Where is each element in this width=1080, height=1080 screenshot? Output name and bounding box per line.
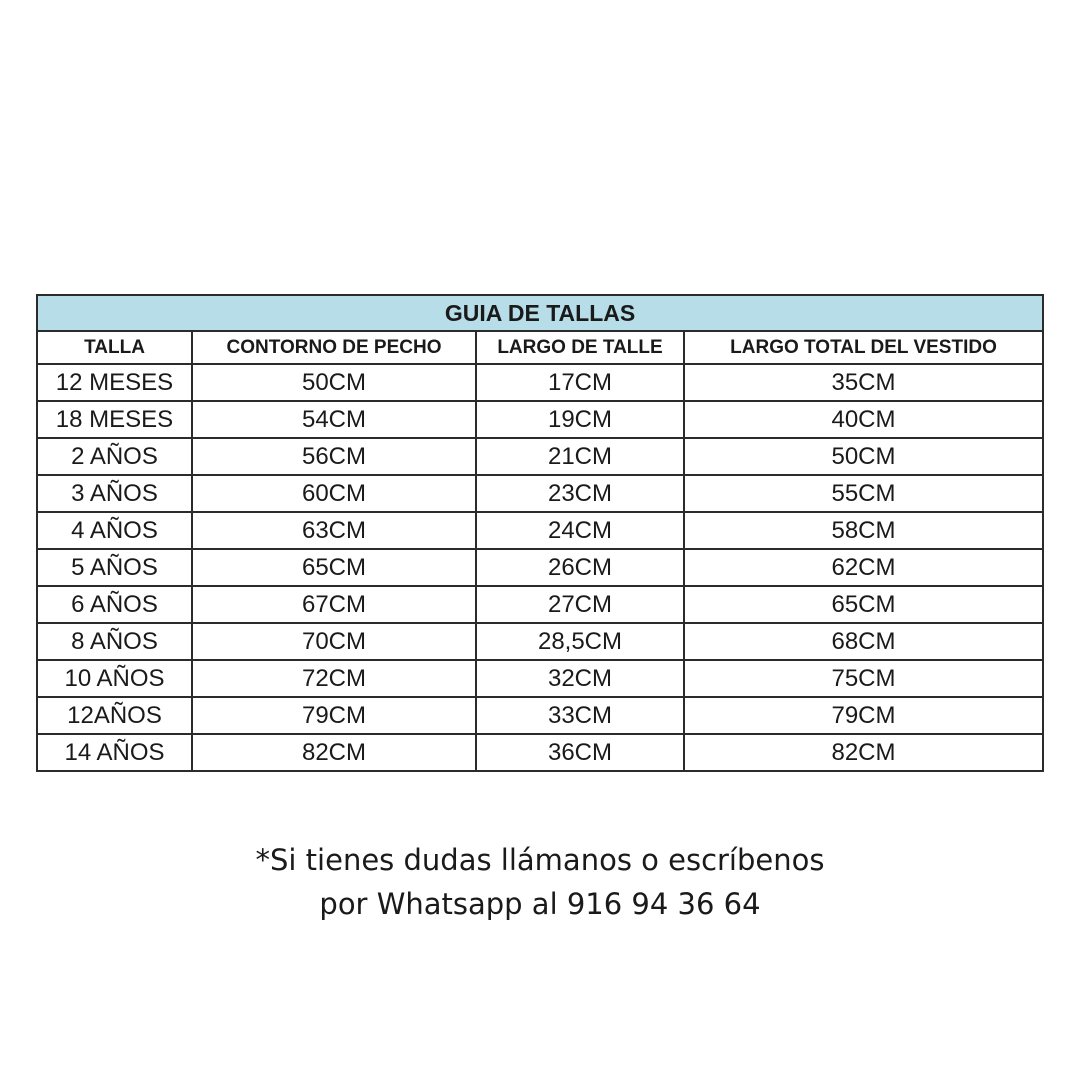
cell-contorno-de-pecho: 70CM xyxy=(192,623,476,660)
header-contorno-de-pecho: CONTORNO DE PECHO xyxy=(192,331,476,364)
cell-largo-total-del-vestido: 40CM xyxy=(684,401,1043,438)
cell-contorno-de-pecho: 82CM xyxy=(192,734,476,771)
cell-talla: 2 AÑOS xyxy=(37,438,192,475)
header-largo-total-del-vestido: LARGO TOTAL DEL VESTIDO xyxy=(684,331,1043,364)
cell-talla: 12AÑOS xyxy=(37,697,192,734)
cell-contorno-de-pecho: 63CM xyxy=(192,512,476,549)
size-guide-table xyxy=(36,294,1044,772)
cell-contorno-de-pecho: 79CM xyxy=(192,697,476,734)
cell-largo-total-del-vestido: 58CM xyxy=(684,512,1043,549)
table-row xyxy=(37,401,1043,438)
table-row xyxy=(37,660,1043,697)
table-row xyxy=(37,364,1043,401)
contact-note-line-1: *Si tienes dudas llámanos o escríbenos xyxy=(255,843,825,877)
cell-talla: 6 AÑOS xyxy=(37,586,192,623)
cell-largo-de-talle: 23CM xyxy=(476,475,684,512)
table-row xyxy=(37,623,1043,660)
cell-contorno-de-pecho: 72CM xyxy=(192,660,476,697)
cell-largo-total-del-vestido: 55CM xyxy=(684,475,1043,512)
cell-talla: 12 MESES xyxy=(37,364,192,401)
cell-talla: 3 AÑOS xyxy=(37,475,192,512)
table-body xyxy=(37,364,1043,771)
table-row xyxy=(37,475,1043,512)
cell-contorno-de-pecho: 67CM xyxy=(192,586,476,623)
cell-largo-total-del-vestido: 62CM xyxy=(684,549,1043,586)
table-row xyxy=(37,697,1043,734)
cell-talla: 10 AÑOS xyxy=(37,660,192,697)
cell-largo-de-talle: 36CM xyxy=(476,734,684,771)
cell-largo-de-talle: 32CM xyxy=(476,660,684,697)
cell-largo-de-talle: 17CM xyxy=(476,364,684,401)
cell-largo-de-talle: 21CM xyxy=(476,438,684,475)
table-row xyxy=(37,512,1043,549)
cell-contorno-de-pecho: 56CM xyxy=(192,438,476,475)
cell-largo-de-talle: 28,5CM xyxy=(476,623,684,660)
cell-contorno-de-pecho: 60CM xyxy=(192,475,476,512)
cell-talla: 4 AÑOS xyxy=(37,512,192,549)
table-row xyxy=(37,734,1043,771)
cell-largo-de-talle: 24CM xyxy=(476,512,684,549)
cell-largo-total-del-vestido: 35CM xyxy=(684,364,1043,401)
cell-talla: 14 AÑOS xyxy=(37,734,192,771)
cell-largo-de-talle: 33CM xyxy=(476,697,684,734)
cell-largo-total-del-vestido: 65CM xyxy=(684,586,1043,623)
cell-talla: 8 AÑOS xyxy=(37,623,192,660)
cell-largo-total-del-vestido: 75CM xyxy=(684,660,1043,697)
table-header-row xyxy=(37,331,1043,364)
cell-largo-de-talle: 27CM xyxy=(476,586,684,623)
cell-contorno-de-pecho: 50CM xyxy=(192,364,476,401)
contact-note xyxy=(0,838,1080,926)
table-row xyxy=(37,586,1043,623)
cell-largo-de-talle: 19CM xyxy=(476,401,684,438)
cell-contorno-de-pecho: 65CM xyxy=(192,549,476,586)
cell-largo-total-del-vestido: 79CM xyxy=(684,697,1043,734)
cell-contorno-de-pecho: 54CM xyxy=(192,401,476,438)
table-title-row xyxy=(37,295,1043,331)
header-talla: TALLA xyxy=(37,331,192,364)
header-largo-de-talle: LARGO DE TALLE xyxy=(476,331,684,364)
table-title: GUIA DE TALLAS xyxy=(37,295,1043,331)
cell-largo-total-del-vestido: 50CM xyxy=(684,438,1043,475)
table-row xyxy=(37,438,1043,475)
cell-largo-total-del-vestido: 82CM xyxy=(684,734,1043,771)
contact-note-line-2: por Whatsapp al 916 94 36 64 xyxy=(319,887,761,921)
cell-talla: 5 AÑOS xyxy=(37,549,192,586)
cell-largo-total-del-vestido: 68CM xyxy=(684,623,1043,660)
table-row xyxy=(37,549,1043,586)
cell-talla: 18 MESES xyxy=(37,401,192,438)
cell-largo-de-talle: 26CM xyxy=(476,549,684,586)
